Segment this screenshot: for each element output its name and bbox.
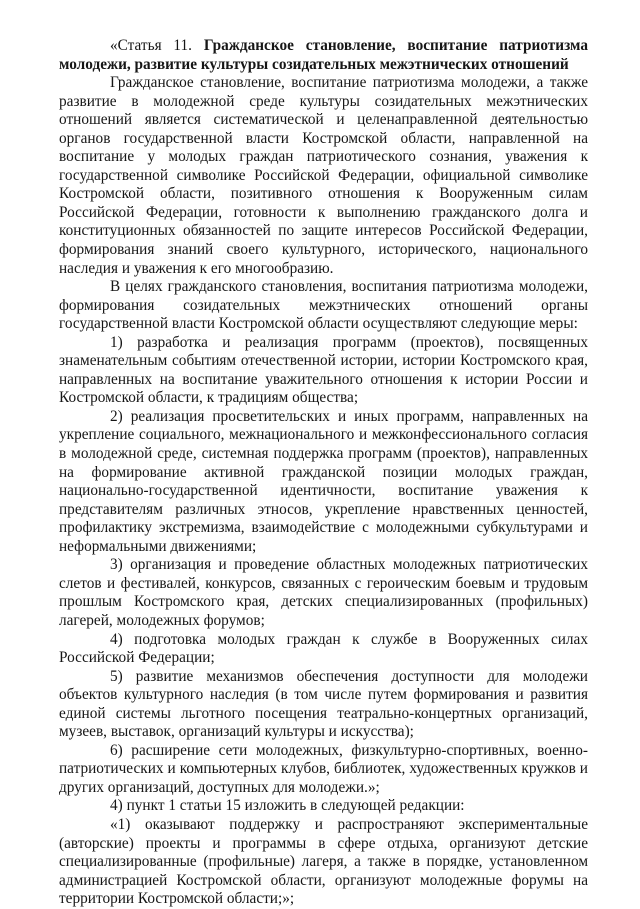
list-item-2: 2) реализация просветительских и иных программ, направленных на укрепление социального, межнационального и межконфессионального согласия в молодежной среде, системная поддержка программ (проектов), направленных на формирование активной гражданской позиции молодых граждан, национально-государственной идентичности, воспитание уважения к представителям различных этносов, укрепление нравственных ценностей, профилактику экстремизма, взаимодействие с молодежными субкультурами и неформальными движениями; (59, 407, 588, 555)
amendment-item-4: 4) пункт 1 статьи 15 изложить в следующей редакции: (110, 797, 465, 815)
list-item-3: 3) организация и проведение областных молодежных патриотических слетов и фестивалей, конкурсов, связанных с героическим боевым и трудовым прошлым Костромского края, детских специализированных (профильных) лагерей, молодежных форумов; (59, 556, 588, 629)
list-item-4: 4) подготовка молодых граждан к службе в Вооруженных силах Российской Федерации; (59, 630, 588, 667)
article-heading (59, 37, 588, 74)
article-number: «Статья 11. (110, 37, 192, 54)
list-item-1: 1) разработка и реализация программ (проектов), посвященных знаменательным событиям отечественной истории, истории Костромского края, направленных на воспитание уважительного отношения к истории России и Костромской области, к традициям общества; (59, 333, 588, 407)
paragraph-measures-lead: В целях гражданского становления, воспитания патриотизма молодежи, формирования созидательных межэтнических отношений органы государственной власти Костромской области осуществляют следующие меры: (59, 278, 588, 333)
paragraph-intro: Гражданское становление, воспитание патриотизма молодежи, а также развитие в молодежной среде культуры созидательных межэтнических отношений является систематической и целенаправленной деятельностью органов государственной власти Костромской области, направленной на воспитание у молодых граждан патриотического сознания, уважения к государственной символике Российской Федерации, официальной символике Костромской области, позитивного отношения к Вооруженным силам Российской Федерации, готовности к выполнению гражданского долга и конституционных обязанностей по защите интересов Российской Федерации, формирования знаний своего культурного, исторического, национального наследия и уважения к его многообразию. (59, 74, 588, 277)
list-item-5: 5) развитие механизмов обеспечения доступности для молодежи объектов культурного наследия (в том числе путем формирования и развития единой системы льготного посещения театрально-концертных организаций, музеев, выставок, организаций культуры и искусства); (59, 667, 588, 741)
list-item-6: 6) расширение сети молодежных, физкультурно-спортивных, военно-патриотических и компьютерных клубов, библиотек, художественных кружков и других организаций, доступных для молодежи.»; (59, 741, 588, 796)
article-title: Гражданское становление, воспитание патриотизма молодежи, развитие культуры созидательных межэтнических отношений (59, 37, 588, 73)
amendment-text: «1) оказывают поддержку и распространяют экспериментальные (авторские) проекты и программы в сфере отдыха, организуют детские специализированные (профильные) лагеря, а также в порядке, установленном администрацией Костромской области, организуют молодежные форумы на территории Костромской области;»; (59, 815, 588, 908)
